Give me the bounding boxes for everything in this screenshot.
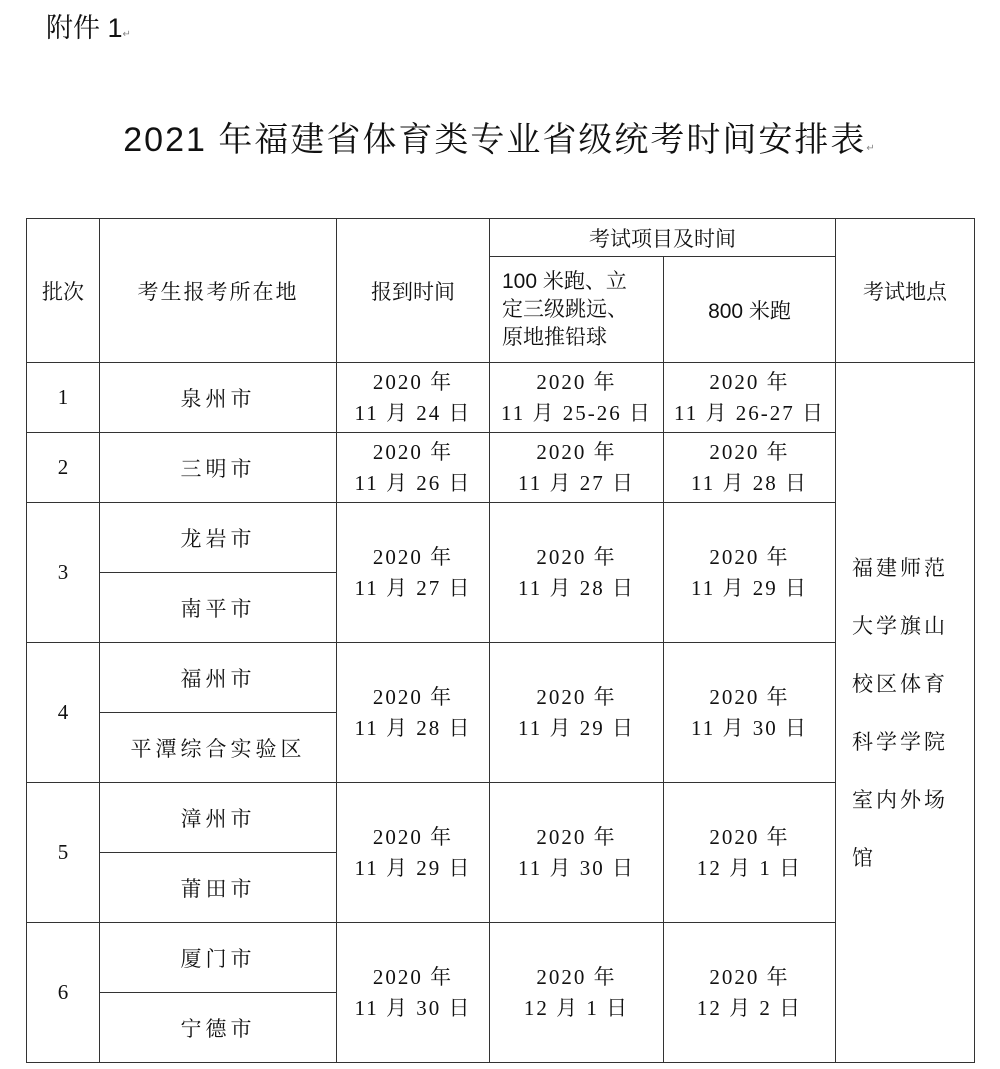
header-location: 考生报考所在地 <box>100 219 337 363</box>
batch-number: 2 <box>27 433 100 503</box>
checkin-date: 2020 年 11 月 29 日 <box>337 783 490 923</box>
header-exam-group: 考试项目及时间 <box>490 219 836 257</box>
venue: 福建师范 大学旗山 校区体育 科学学院 室内外场 馆 <box>836 363 975 1063</box>
city: 泉州市 <box>100 363 337 433</box>
events-date: 2020 年 11 月 28 日 <box>490 503 664 643</box>
checkin-date: 2020 年 11 月 24 日 <box>337 363 490 433</box>
events-date: 2020 年 11 月 27 日 <box>490 433 664 503</box>
city: 南平市 <box>100 573 337 643</box>
city: 宁德市 <box>100 993 337 1063</box>
run800-date: 2020 年 11 月 26-27 日 <box>664 363 836 433</box>
table-row <box>27 783 975 853</box>
attachment-label: 附件 1↵ <box>46 13 131 43</box>
events-date: 2020 年 11 月 29 日 <box>490 643 664 783</box>
run800-date: 2020 年 11 月 28 日 <box>664 433 836 503</box>
events-date: 2020 年 11 月 25-26 日 <box>490 363 664 433</box>
table-row <box>27 923 975 993</box>
batch-number: 4 <box>27 643 100 783</box>
batch-number: 5 <box>27 783 100 923</box>
batch-number: 6 <box>27 923 100 1063</box>
run800-date: 2020 年 12 月 1 日 <box>664 783 836 923</box>
header-venue: 考试地点 <box>836 219 975 363</box>
events-date: 2020 年 12 月 1 日 <box>490 923 664 1063</box>
header-row <box>27 219 975 257</box>
checkin-date: 2020 年 11 月 28 日 <box>337 643 490 783</box>
header-batch: 批次 <box>27 219 100 363</box>
run800-date: 2020 年 11 月 29 日 <box>664 503 836 643</box>
table-row <box>27 363 975 433</box>
header-run800: 800 米跑 <box>664 257 836 363</box>
city: 福州市 <box>100 643 337 713</box>
checkin-date: 2020 年 11 月 30 日 <box>337 923 490 1063</box>
checkin-date: 2020 年 11 月 27 日 <box>337 503 490 643</box>
events-date: 2020 年 11 月 30 日 <box>490 783 664 923</box>
run800-date: 2020 年 11 月 30 日 <box>664 643 836 783</box>
table-row <box>27 503 975 573</box>
city: 龙岩市 <box>100 503 337 573</box>
table-row <box>27 433 975 503</box>
run800-date: 2020 年 12 月 2 日 <box>664 923 836 1063</box>
city: 平潭综合实验区 <box>100 713 337 783</box>
table-row <box>27 643 975 713</box>
checkin-date: 2020 年 11 月 26 日 <box>337 433 490 503</box>
page-title: 2021 年福建省体育类专业省级统考时间安排表↵ <box>123 121 877 159</box>
schedule-table <box>26 218 975 1063</box>
header-events: 100 米跑、立 定三级跳远、 原地推铅球 <box>490 257 664 363</box>
city: 莆田市 <box>100 853 337 923</box>
city: 漳州市 <box>100 783 337 853</box>
batch-number: 3 <box>27 503 100 643</box>
city: 厦门市 <box>100 923 337 993</box>
city: 三明市 <box>100 433 337 503</box>
header-checkin: 报到时间 <box>337 219 490 363</box>
batch-number: 1 <box>27 363 100 433</box>
